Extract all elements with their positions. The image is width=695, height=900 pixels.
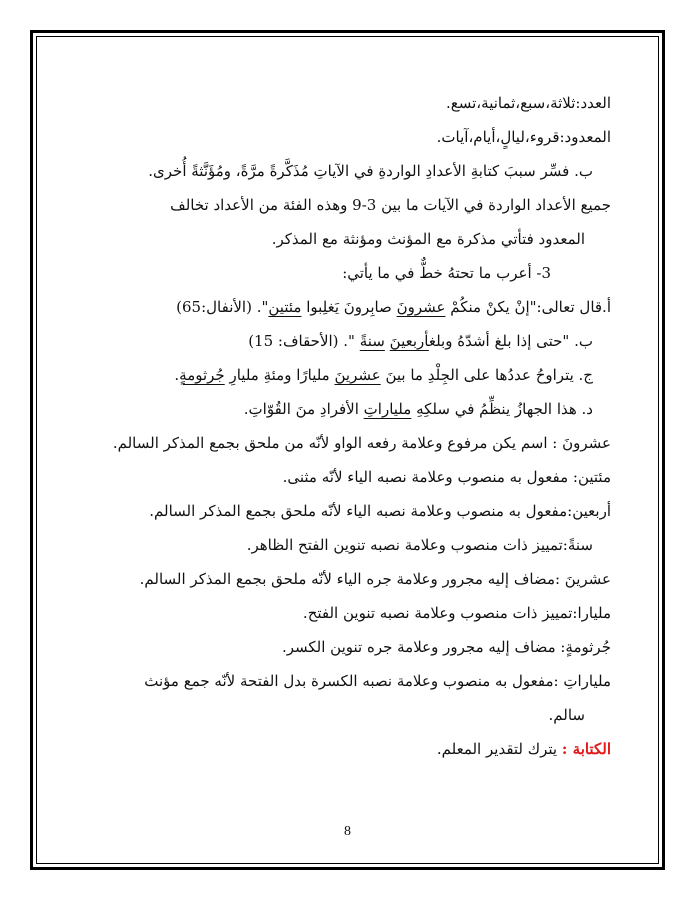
- parse-miatayn: مئتين: مفعول به منصوب وعلامة نصبه الياء لأنّه مثنى.: [282, 468, 611, 486]
- parse-sanatan: سنةً:تمييز ذات منصوب وعلامة نصبه تنوين الفتح الظاهر.: [246, 536, 593, 554]
- parse-jurthuma: جُرثومةٍ: مضاف إليه مجرور وعلامة جره تنوين الكسر.: [281, 638, 611, 656]
- answer-line-1: جميع الأعداد الواردة في الآيات ما بين 3-9 وهذه الفئة من الأعداد تخالف: [170, 196, 611, 214]
- parse-milyar: مليارا:تمييز ذات منصوب وعلامة نصبه تنوين الفتح.: [302, 604, 611, 622]
- item-c-text-1: ج. يتراوحُ عددُها على الجِلْدِ ما بينَ: [380, 366, 593, 384]
- underlined-word: سنةً: [359, 332, 385, 350]
- item-a-text-2: صابِرونَ يَغلِبوا: [301, 298, 397, 316]
- item-b-text-1: ب. "حتى إذا بلغ أشدّهُ وبلغ: [428, 332, 593, 350]
- item-b-citation: ". (الأحقاف: 15): [248, 332, 360, 350]
- writing-label: الكتابة :: [561, 740, 611, 758]
- answer-line-2: المعدود فتأتي مذكرة مع المؤنث ومؤنثة مع المذكر.: [271, 230, 585, 248]
- counted-nouns-line: المعدود:قروء،ليالٍ،أيام،آيات.: [436, 128, 611, 146]
- item-d-line: [79, 392, 611, 426]
- question-3-heading: 3- أعرب ما تحتهُ خطٌّ في ما يأتي:: [342, 264, 551, 282]
- parse-arbain: أربعين:مفعول به منصوب وعلامة نصبه الياء لأنّه ملحق بجمع المذكر السالم.: [149, 502, 611, 520]
- underlined-word: عشرونَ: [396, 298, 446, 316]
- writing-line: [79, 732, 611, 766]
- parse-milyarat-1: ملياراتِ :مفعول به منصوب وعلامة نصبه الكسرة بدل الفتحة لأنّه جمع مؤنث: [144, 672, 611, 690]
- item-b-line: [79, 324, 611, 358]
- underlined-word: عشرينَ: [334, 366, 381, 384]
- underlined-word: ملياراتِ: [363, 400, 412, 418]
- underlined-word: مئتين: [268, 298, 302, 316]
- item-d-text-1: د. هذا الجهازُ ينظِّمُ في سلكِهِ: [411, 400, 593, 418]
- underlined-word: أربعينَ: [389, 332, 429, 350]
- parse-milyarat-2: سالم.: [548, 706, 585, 724]
- item-c-line: [79, 358, 611, 392]
- numbers-line: العدد:ثلاثة،سبع،ثمانية،تسع.: [446, 94, 611, 112]
- item-d-text-2: الأفرادِ منَ القُوّاتِ.: [243, 400, 364, 418]
- item-a-line: [79, 290, 611, 324]
- document-body: [79, 86, 611, 766]
- writing-note: يترك لتقدير المعلم.: [436, 740, 562, 758]
- page-number: 8: [344, 824, 351, 839]
- item-a-citation: ". (الأنفال:65): [176, 298, 269, 316]
- question-b-line: ب. فسِّر سببَ كتابةِ الأعدادِ الواردةِ في الآياتِ مُذَكَّرةً مرَّةً، ومُؤَنَّثةً أُخرى.: [148, 162, 593, 180]
- item-a-text-1: أ.قال تعالى:"إنْ يكنْ منكُمْ: [445, 298, 611, 316]
- parse-ishrun: عشرونَ : اسم يكن مرفوع وعلامة رفعه الواو لأنّه من ملحق بجمع المذكر السالم.: [112, 434, 611, 452]
- underlined-word: جُرثومةٍ: [179, 366, 225, 384]
- item-c-end: .: [174, 366, 180, 384]
- item-c-text-2: مليارًا ومئةِ مليارِ: [224, 366, 335, 384]
- parse-ishrin: عشرينَ :مضاف إليه مجرور وعلامة جره الياء لأنّه ملحق بجمع المذكر السالم.: [139, 570, 611, 588]
